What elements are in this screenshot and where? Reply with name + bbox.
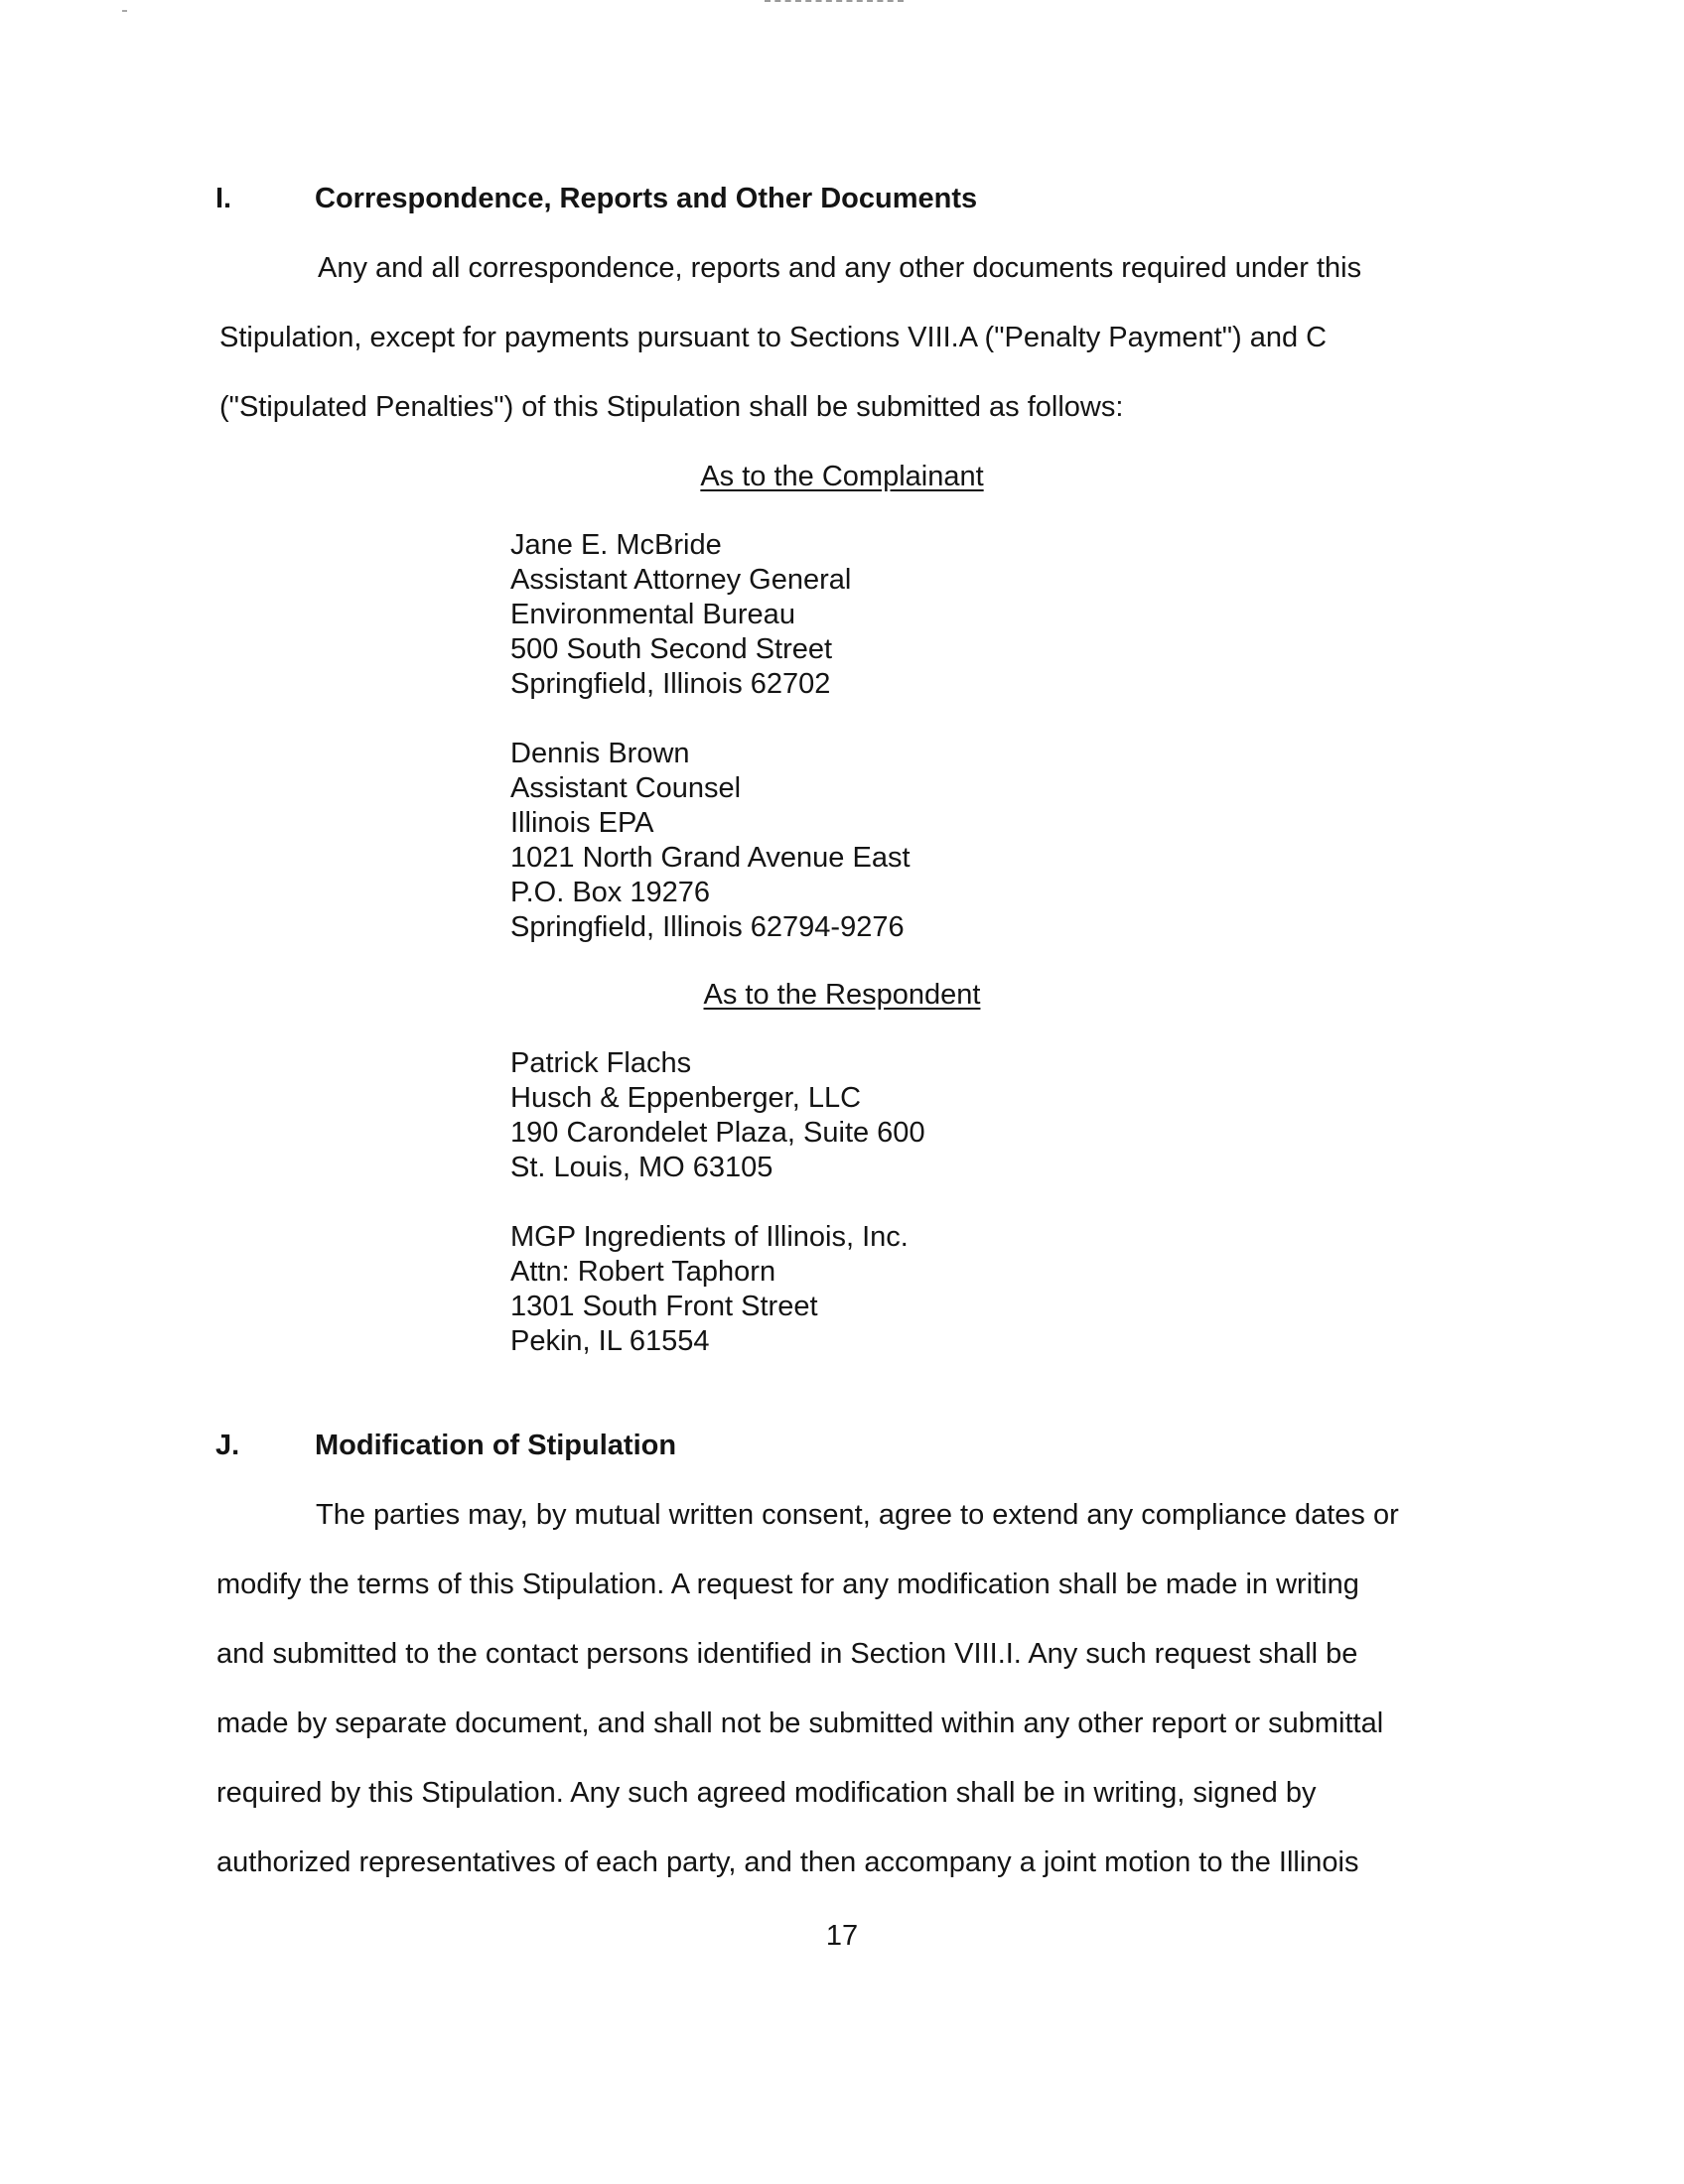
contact-line: MGP Ingredients of Illinois, Inc. — [510, 1221, 909, 1253]
contact-line: 1021 North Grand Avenue East — [510, 842, 911, 874]
contact-line: Assistant Counsel — [510, 772, 742, 804]
contact-line: Husch & Eppenberger, LLC — [510, 1082, 862, 1114]
section-j-line-2: modify the terms of this Stipulation. A request for any modification shall be made in writing — [216, 1569, 1359, 1600]
contact-line: Pekin, IL 61554 — [510, 1325, 710, 1357]
contact-block-brown — [510, 737, 911, 945]
page-number: 17 — [825, 1920, 859, 1952]
section-i-line-2: Stipulation, except for payments pursuant to Sections VIII.A ("Penalty Payment") and C — [219, 322, 1328, 353]
scan-artifact-top — [765, 0, 904, 2]
respondent-heading-text: As to the Respondent — [703, 979, 981, 1011]
contact-line: 500 South Second Street — [510, 633, 833, 665]
contact-line: Illinois EPA — [510, 807, 654, 839]
contact-line: Springfield, Illinois 62702 — [510, 668, 831, 700]
section-i-letter: I. — [215, 183, 232, 214]
complainant-heading — [0, 461, 1684, 493]
contact-block-mgp — [510, 1220, 909, 1359]
section-j-line-3: and submitted to the contact persons identified in Section VIII.I. Any such request shall be — [216, 1638, 1358, 1670]
contact-line: Attn: Robert Taphorn — [510, 1256, 776, 1288]
contact-block-mcbride — [510, 528, 851, 702]
section-j-line-1: The parties may, by mutual written consent, agree to extend any compliance dates or — [316, 1499, 1399, 1531]
section-j-title: Modification of Stipulation — [315, 1430, 677, 1461]
section-i-line-3: ("Stipulated Penalties") of this Stipulation shall be submitted as follows: — [219, 391, 1124, 423]
contact-line: Jane E. McBride — [510, 529, 722, 561]
contact-line: 190 Carondelet Plaza, Suite 600 — [510, 1117, 925, 1149]
contact-block-flachs — [510, 1046, 925, 1185]
scan-artifact-dot — [122, 10, 127, 12]
section-i-title: Correspondence, Reports and Other Documents — [315, 183, 978, 214]
section-j-line-6: authorized representatives of each party, and then accompany a joint motion to the Illinois — [216, 1846, 1359, 1878]
contact-line: 1301 South Front Street — [510, 1291, 818, 1322]
section-i-line-1: Any and all correspondence, reports and any other documents required under this — [318, 252, 1362, 284]
respondent-heading — [0, 979, 1684, 1012]
contact-line: Dennis Brown — [510, 738, 690, 769]
complainant-heading-text: As to the Complainant — [700, 461, 984, 492]
contact-line: Springfield, Illinois 62794-9276 — [510, 911, 905, 943]
contact-line: Patrick Flachs — [510, 1047, 692, 1079]
contact-line: P.O. Box 19276 — [510, 877, 711, 908]
section-j-line-5: required by this Stipulation. Any such agreed modification shall be in writing, signed by — [216, 1777, 1317, 1809]
contact-line: St. Louis, MO 63105 — [510, 1152, 773, 1183]
contact-line: Assistant Attorney General — [510, 564, 852, 596]
section-j-line-4: made by separate document, and shall not be submitted within any other report or submittal — [216, 1707, 1384, 1739]
contact-line: Environmental Bureau — [510, 599, 795, 630]
section-j-letter: J. — [215, 1430, 240, 1461]
